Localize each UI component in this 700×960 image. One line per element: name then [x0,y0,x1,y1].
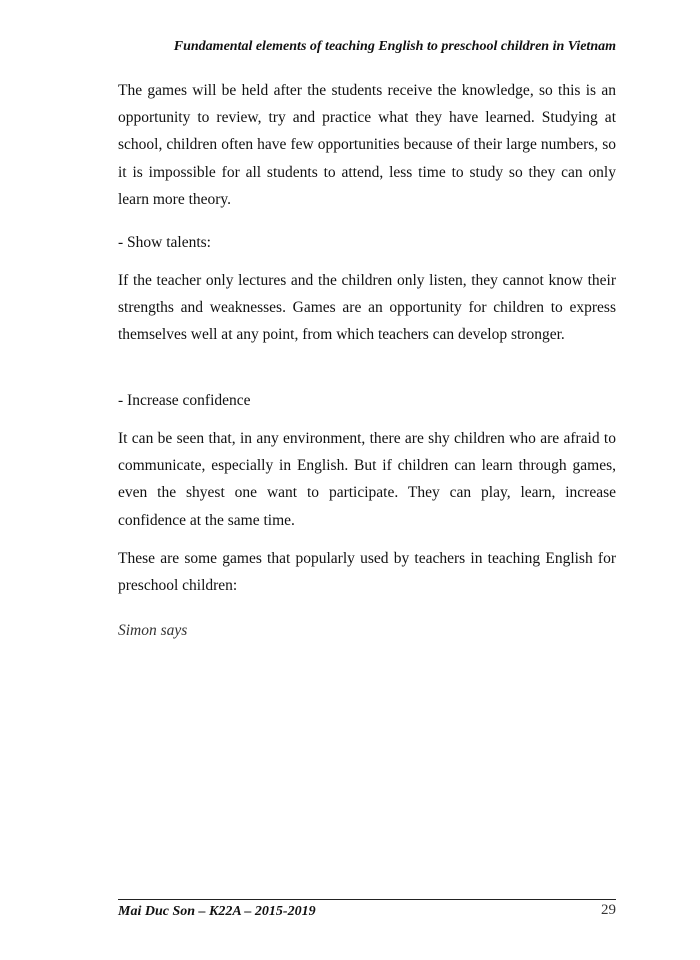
game-title-simon-says: Simon says [118,622,188,639]
heading-show-talents: - Show talents: [118,234,211,251]
page-number: 29 [601,902,616,918]
paragraph-games-held: The games will be held after the students receive the knowledge, so this is an opportunity to review, try and practice what they have learned. Studying at school, children often have few opportunities because of their large numbers, so it is impossible for all students to attend, less time to study so they can only learn more theory. [118,82,616,208]
footer-divider [118,899,616,900]
paragraph-shy-children: It can be seen that, in any environment, there are shy children who are afraid to communicate, especially in English. But if children can learn through games, even the shyest one want to participate. They can play, learn, increase confidence at the same time. [118,430,616,529]
paragraph-teacher-lectures: If the teacher only lectures and the children only listen, they cannot know their strengths and weaknesses. Games are an opportunity for children to express themselves well at any point, from which teachers can develop stronger. [118,272,616,344]
page-body [118,0,616,900]
paragraph-popular-games: These are some games that popularly used by teachers in teaching English for preschool children: [118,550,616,595]
footer-author: Mai Duc Son – K22A – 2015-2019 [118,904,316,919]
heading-increase-confidence: - Increase confidence [118,392,251,409]
running-header: Fundamental elements of teaching English to preschool children in Vietnam [173,39,616,54]
